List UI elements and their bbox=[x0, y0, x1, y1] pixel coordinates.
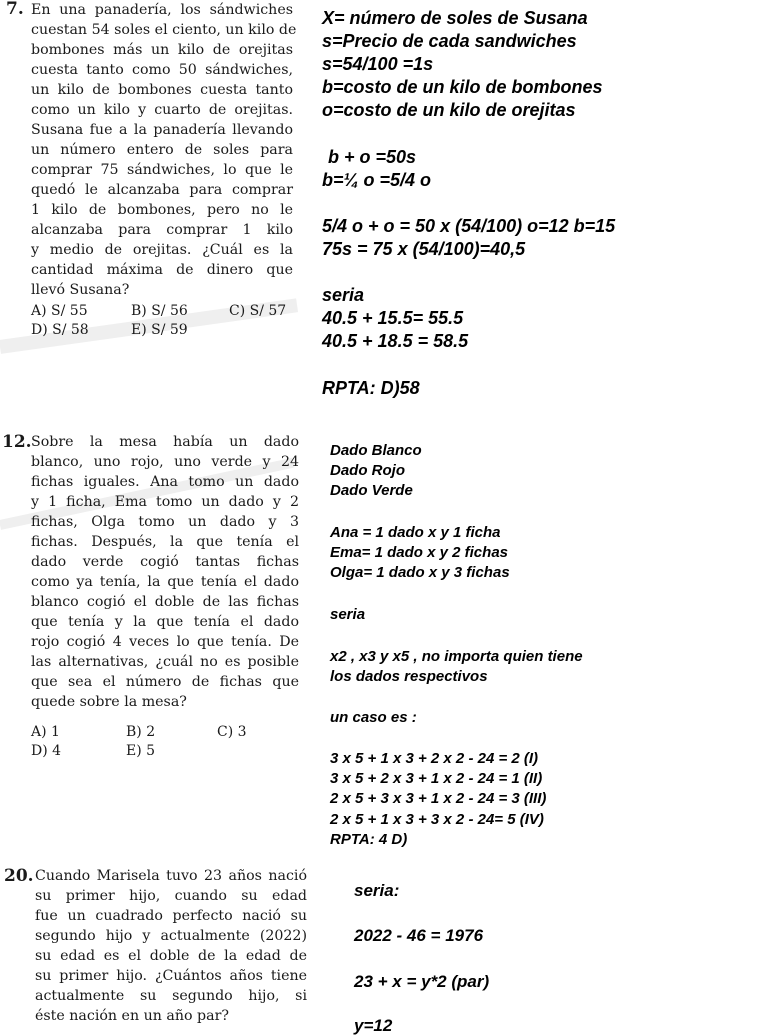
text-line: y medio de orejitas. ¿Cuál es la bbox=[31, 242, 293, 258]
text-line: éste nación en un año par? bbox=[35, 1008, 229, 1024]
text-line: su primer hijo. ¿Cuántos años tiene bbox=[35, 968, 307, 984]
text-line: En una panadería, los sándwiches bbox=[31, 2, 293, 18]
answer-line: Dado Rojo bbox=[330, 462, 405, 479]
question-text bbox=[31, 432, 299, 712]
text-line: un kilo de bombones cuesta tanto bbox=[31, 82, 293, 98]
answer-line: 23 + x = y*2 (par) bbox=[354, 972, 490, 991]
question-20 bbox=[0, 866, 310, 1024]
text-line: que tenía y la que tenía el dado bbox=[31, 614, 299, 630]
text-line: rojo cogió 4 veces lo que tenía. De bbox=[31, 634, 299, 650]
text-line: fichas iguales. Ana tomo un dado bbox=[31, 474, 299, 490]
answer-line: b=costo de un kilo de bombones bbox=[322, 77, 603, 97]
question-number: 20. bbox=[4, 866, 34, 886]
option-c: C) S/ 57 bbox=[229, 303, 287, 319]
text-line: las alternativas, ¿cuál no es posible bbox=[31, 654, 299, 670]
text-line: cantidad máxima de dinero que bbox=[31, 262, 293, 278]
answer-line: 3 x 5 + 2 x 3 + 1 x 2 - 24 = 1 (II) bbox=[330, 770, 543, 787]
question-text bbox=[31, 0, 297, 300]
answer-line: 2 x 5 + 3 x 3 + 1 x 2 - 24 = 3 (III) bbox=[330, 790, 547, 807]
answer-7 bbox=[322, 0, 762, 410]
text-line: bombones más un kilo de orejitas bbox=[31, 42, 293, 58]
text-line: como ya tenía, la que tenía el dado bbox=[31, 574, 299, 590]
answer-line: seria bbox=[322, 285, 365, 305]
answer-line: Dado Verde bbox=[330, 482, 413, 499]
text-line: como un kilo y cuarto de orejitas. bbox=[31, 102, 293, 118]
text-line: su edad es el doble de la edad de bbox=[35, 948, 307, 964]
text-line: fue un cuadrado perfecto nació su bbox=[35, 908, 307, 924]
answer-12 bbox=[330, 440, 760, 850]
option-e: E) 5 bbox=[126, 743, 156, 759]
text-line: 1 kilo de bombones, pero no le bbox=[31, 202, 293, 218]
option-c: C) 3 bbox=[217, 724, 247, 740]
text-line: blanco cogió el doble de las fichas bbox=[31, 594, 299, 610]
question-12 bbox=[0, 432, 300, 762]
answer-line: s=54/100 =1s bbox=[322, 54, 434, 74]
answer-line: Olga= 1 dado x y 3 fichas bbox=[330, 564, 510, 581]
option-e: E) S/ 59 bbox=[131, 322, 188, 338]
answer-line: o=costo de un kilo de orejitas bbox=[322, 100, 576, 120]
answer-line: 40.5 + 15.5= 55.5 bbox=[322, 308, 464, 328]
text-line: cuestan 54 soles el ciento, un kilo de bbox=[31, 22, 297, 38]
answer-line: seria bbox=[330, 606, 366, 623]
text-line: blanco, uno rojo, uno verde y 24 bbox=[31, 454, 299, 470]
text-line: llevó Susana? bbox=[31, 282, 130, 298]
answer-line: X= número de soles de Susana bbox=[322, 8, 588, 28]
text-line: fichas, Olga tomo un dado y 3 bbox=[31, 514, 299, 530]
answer-line: 3 x 5 + 1 x 3 + 2 x 2 - 24 = 2 (I) bbox=[330, 750, 539, 767]
option-a: A) S/ 55 bbox=[31, 303, 88, 319]
answer-line: b=¼ o =5/4 o bbox=[322, 170, 432, 190]
answer-rpta: RPTA: 4 D) bbox=[330, 831, 408, 848]
text-line: Susana fue a la panadería llevando bbox=[31, 122, 293, 138]
question-7 bbox=[0, 0, 300, 345]
text-line: su primer hijo, cuando su edad bbox=[35, 888, 307, 904]
text-line: segundo hijo y actualmente (2022) bbox=[35, 928, 307, 944]
option-a: A) 1 bbox=[31, 724, 60, 740]
answer-line: 75s = 75 x (54/100)=40,5 bbox=[322, 239, 526, 259]
answer-line: y=12 bbox=[354, 1016, 393, 1035]
answer-line: x2 , x3 y x5 , no importa quien tiene bbox=[330, 648, 583, 665]
option-d: D) S/ 58 bbox=[31, 322, 89, 338]
answer-line: Ana = 1 dado x y 1 ficha bbox=[330, 524, 501, 541]
text-line: alcanzaba para comprar 1 kilo bbox=[31, 222, 293, 238]
text-line: y 1 ficha, Ema tomo un dado y 2 bbox=[31, 494, 299, 510]
question-number: 12. bbox=[2, 432, 32, 452]
text-line: fichas. Después, la que tenía el bbox=[31, 534, 299, 550]
question-text bbox=[35, 866, 307, 1026]
option-b: B) S/ 56 bbox=[131, 303, 188, 319]
answer-line: un caso es : bbox=[330, 709, 417, 726]
option-d: D) 4 bbox=[31, 743, 62, 759]
text-line: Sobre la mesa había un dado bbox=[31, 434, 299, 450]
answer-options bbox=[31, 723, 281, 763]
answer-line: Ema= 1 dado x y 2 fichas bbox=[330, 544, 509, 561]
answer-line: seria: bbox=[354, 881, 400, 900]
answer-line: 5/4 o + o = 50 x (54/100) o=12 b=15 bbox=[322, 216, 616, 236]
text-line: Cuando Marisela tuvo 23 años nació bbox=[35, 868, 307, 884]
answer-line: b + o =50s bbox=[328, 147, 417, 167]
text-line: cuesta tanto como 50 sándwiches, bbox=[31, 62, 293, 78]
answer-line: 40.5 + 18.5 = 58.5 bbox=[322, 331, 469, 351]
answer-rpta: RPTA: D)58 bbox=[322, 378, 420, 398]
answer-line: s=Precio de cada sandwiches bbox=[322, 31, 577, 51]
text-line: un número entero de soles para bbox=[31, 142, 293, 158]
question-number: 7. bbox=[6, 0, 24, 19]
text-line: actualmente su segundo hijo, si bbox=[35, 988, 307, 1004]
answer-20 bbox=[354, 866, 754, 1035]
text-line: quedó le alcanzaba para comprar bbox=[31, 182, 293, 198]
text-line: dado verde cogió tantas fichas bbox=[31, 554, 299, 570]
option-b: B) 2 bbox=[126, 724, 156, 740]
text-line: que sea el número de fichas que bbox=[31, 674, 299, 690]
answer-line: los dados respectivos bbox=[330, 668, 488, 685]
answer-line: 2 x 5 + 1 x 3 + 3 x 2 - 24= 5 (IV) bbox=[330, 811, 544, 828]
answer-options bbox=[31, 302, 301, 342]
text-line: quede sobre la mesa? bbox=[31, 694, 187, 710]
answer-line: 2022 - 46 = 1976 bbox=[354, 926, 484, 945]
text-line: comprar 75 sándwiches, lo que le bbox=[31, 162, 293, 178]
answer-line: Dado Blanco bbox=[330, 442, 422, 459]
